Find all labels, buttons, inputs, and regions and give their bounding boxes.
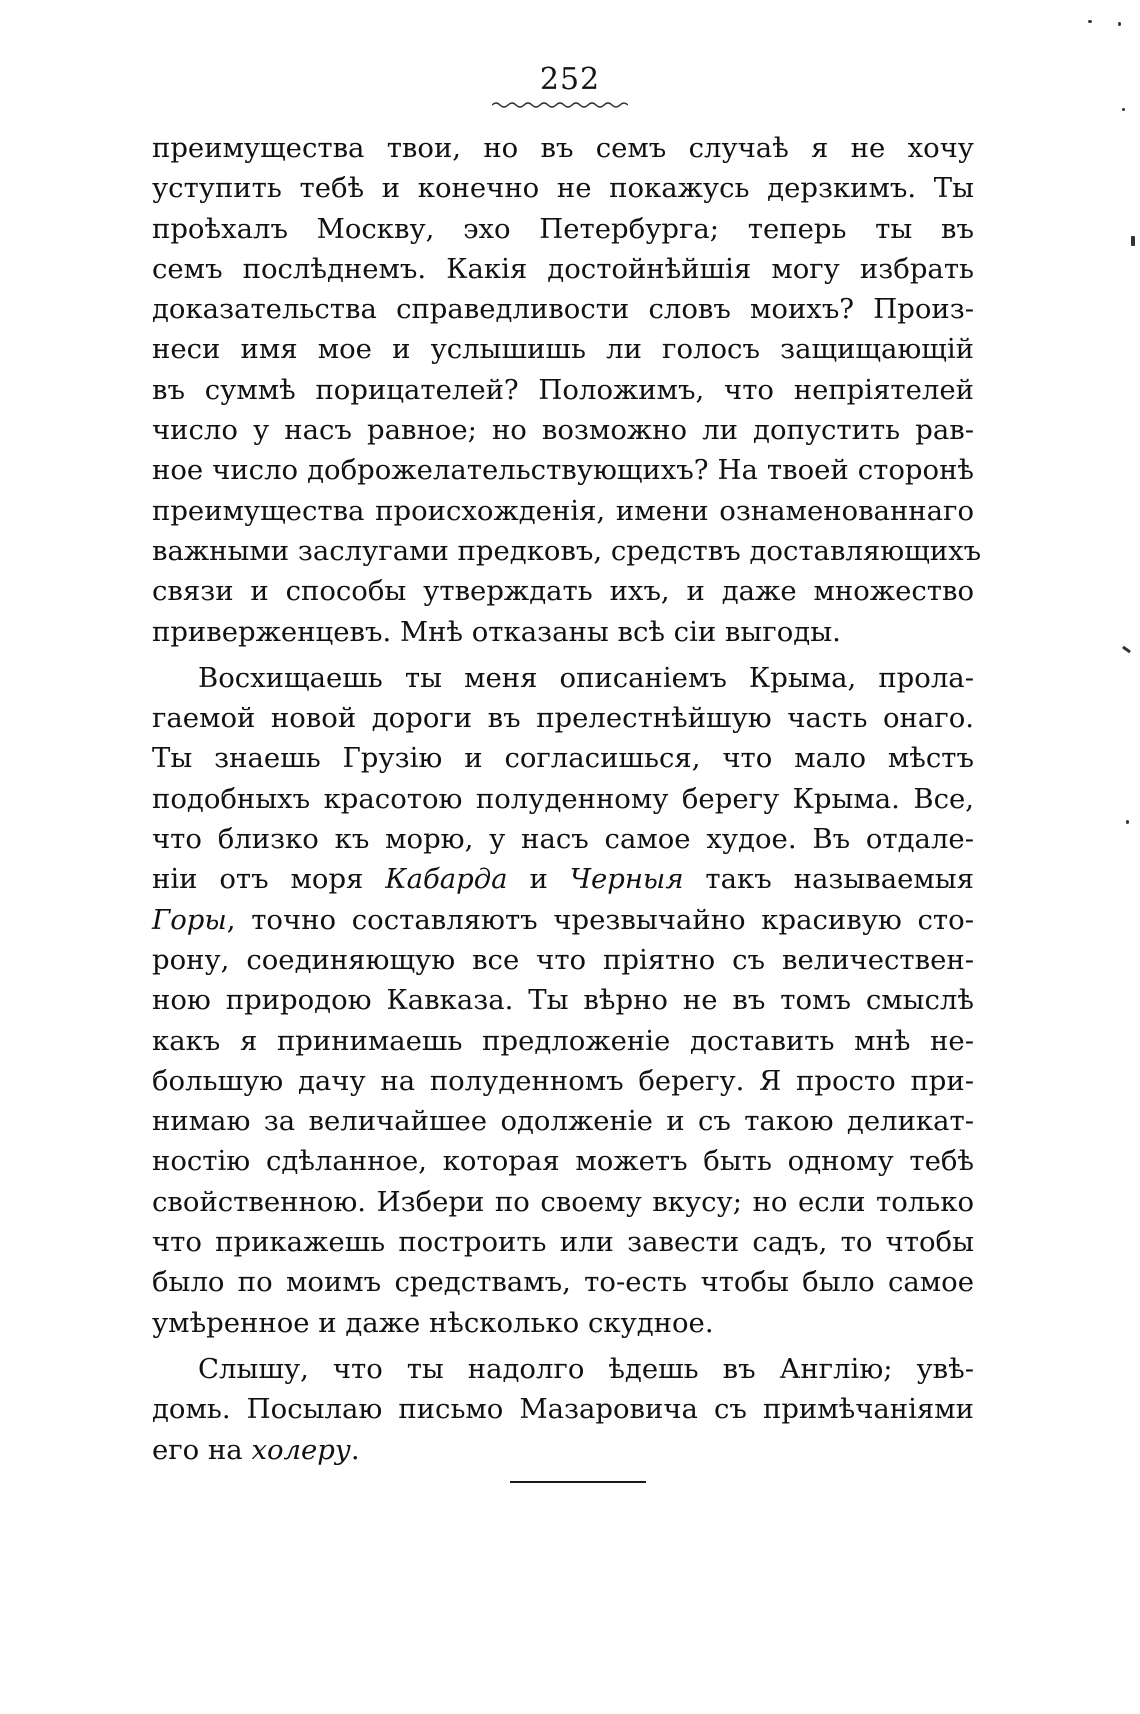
text-fragment: такъ называемыя [683, 863, 975, 896]
end-rule [510, 1481, 646, 1483]
text-line: уступить тебѣ и конечно не покажусь дерзкимъ. Ты [152, 172, 974, 205]
scan-speck [1122, 108, 1125, 111]
text-line: ною природою Кавказа. Ты вѣрно не въ томъ смыслѣ [152, 984, 974, 1017]
scan-speck [1118, 22, 1121, 26]
paragraph [152, 128, 982, 652]
text-line: подобныхъ красотою полуденному берегу Крыма. Все, [152, 782, 974, 815]
paragraph [152, 1349, 974, 1470]
text-line: преимущества твои, но въ семъ случаѣ я не хочу [152, 132, 974, 164]
text-line: приверженцевъ. Мнѣ отказаны всѣ сіи выгоды. [152, 615, 841, 648]
text-line [152, 900, 974, 940]
wavy-ornament-rule [492, 100, 628, 110]
text-line: въ суммѣ порицателей? Положимъ, что непріятелей [152, 373, 974, 406]
text-line [152, 1430, 974, 1470]
text-line: ное число доброжелательствующихъ? На твоей сторонѣ [152, 454, 974, 487]
text-fragment: его на [152, 1433, 252, 1466]
italic-term: Кабарда [385, 863, 508, 896]
text-line [152, 859, 974, 899]
text-fragment: ніи отъ моря [152, 863, 386, 896]
text-line: нимаю за величайшее одолженіе и съ такою деликат- [152, 1105, 974, 1138]
text-fragment: . [350, 1433, 360, 1466]
text-line: проѣхалъ Москву, эхо Петербурга; теперь ты въ [152, 212, 974, 245]
text-line: доказательства справедливости словъ моихъ? Произ- [152, 293, 974, 326]
text-line: что близко къ морю, у насъ самое худое. Въ отдале- [152, 823, 974, 856]
text-line: неси имя мое и услышишь ли голосъ защищающій [152, 333, 974, 366]
italic-term: Горы [152, 903, 227, 936]
paragraph [152, 658, 974, 1343]
text-line: домь. Посылаю письмо Мазаровича съ примѣчаніями [152, 1393, 974, 1426]
text-fragment: и [507, 863, 570, 896]
text-line: Восхищаешь ты меня описаніемъ Крыма, прола- [198, 661, 974, 694]
italic-term: холеру [251, 1433, 351, 1466]
text-line: Ты знаешь Грузію и согласишься, что мало мѣстъ [152, 742, 974, 775]
text-fragment: , точно составляютъ чрезвычайно красивую сто- [226, 903, 974, 936]
scan-speck [1122, 646, 1131, 654]
text-line: свойственною. Избери по своему вкусу; но если только [152, 1185, 974, 1218]
scan-speck [1126, 820, 1129, 824]
text-line: было по моимъ средствамъ, то-есть чтобы было самое [152, 1266, 974, 1299]
text-line: преимущества происхожденія, имени ознаменованнаго [152, 494, 974, 527]
text-line: ностію сдѣланное, которая можетъ быть одному тебѣ [152, 1145, 974, 1178]
text-line: Слышу, что ты надолго ѣдешь въ Англію; увѣ- [198, 1352, 974, 1385]
text-line: семъ послѣднемъ. Какія достойнѣйшія могу избрать [152, 252, 974, 285]
text-line: какъ я принимаешь предложеніе доставить мнѣ не- [152, 1024, 974, 1057]
text-line: большую дачу на полуденномъ берегу. Я просто при- [152, 1064, 974, 1097]
text-line: гаемой новой дороги въ прелестнѣйшую часть онаго. [152, 702, 974, 735]
page-number: 252 [539, 62, 601, 97]
text-line: умѣренное и даже нѣсколько скудное. [152, 1306, 714, 1339]
text-line: что прикажешь построить или завести садъ, то чтобы [152, 1226, 974, 1259]
scan-speck [1131, 236, 1135, 246]
text-line: число у насъ равное; но возможно ли допустить рав- [152, 414, 974, 447]
text-line: важными заслугами предковъ, средствъ доставляющихъ [152, 534, 982, 567]
text-line: связи и способы утверждать ихъ, и даже множество [152, 575, 974, 608]
scan-speck [1088, 20, 1092, 23]
italic-term: Черныя [569, 863, 684, 896]
body-text [152, 128, 982, 1476]
text-line: рону, соединяющую все что пріятно съ величествен- [152, 943, 974, 976]
